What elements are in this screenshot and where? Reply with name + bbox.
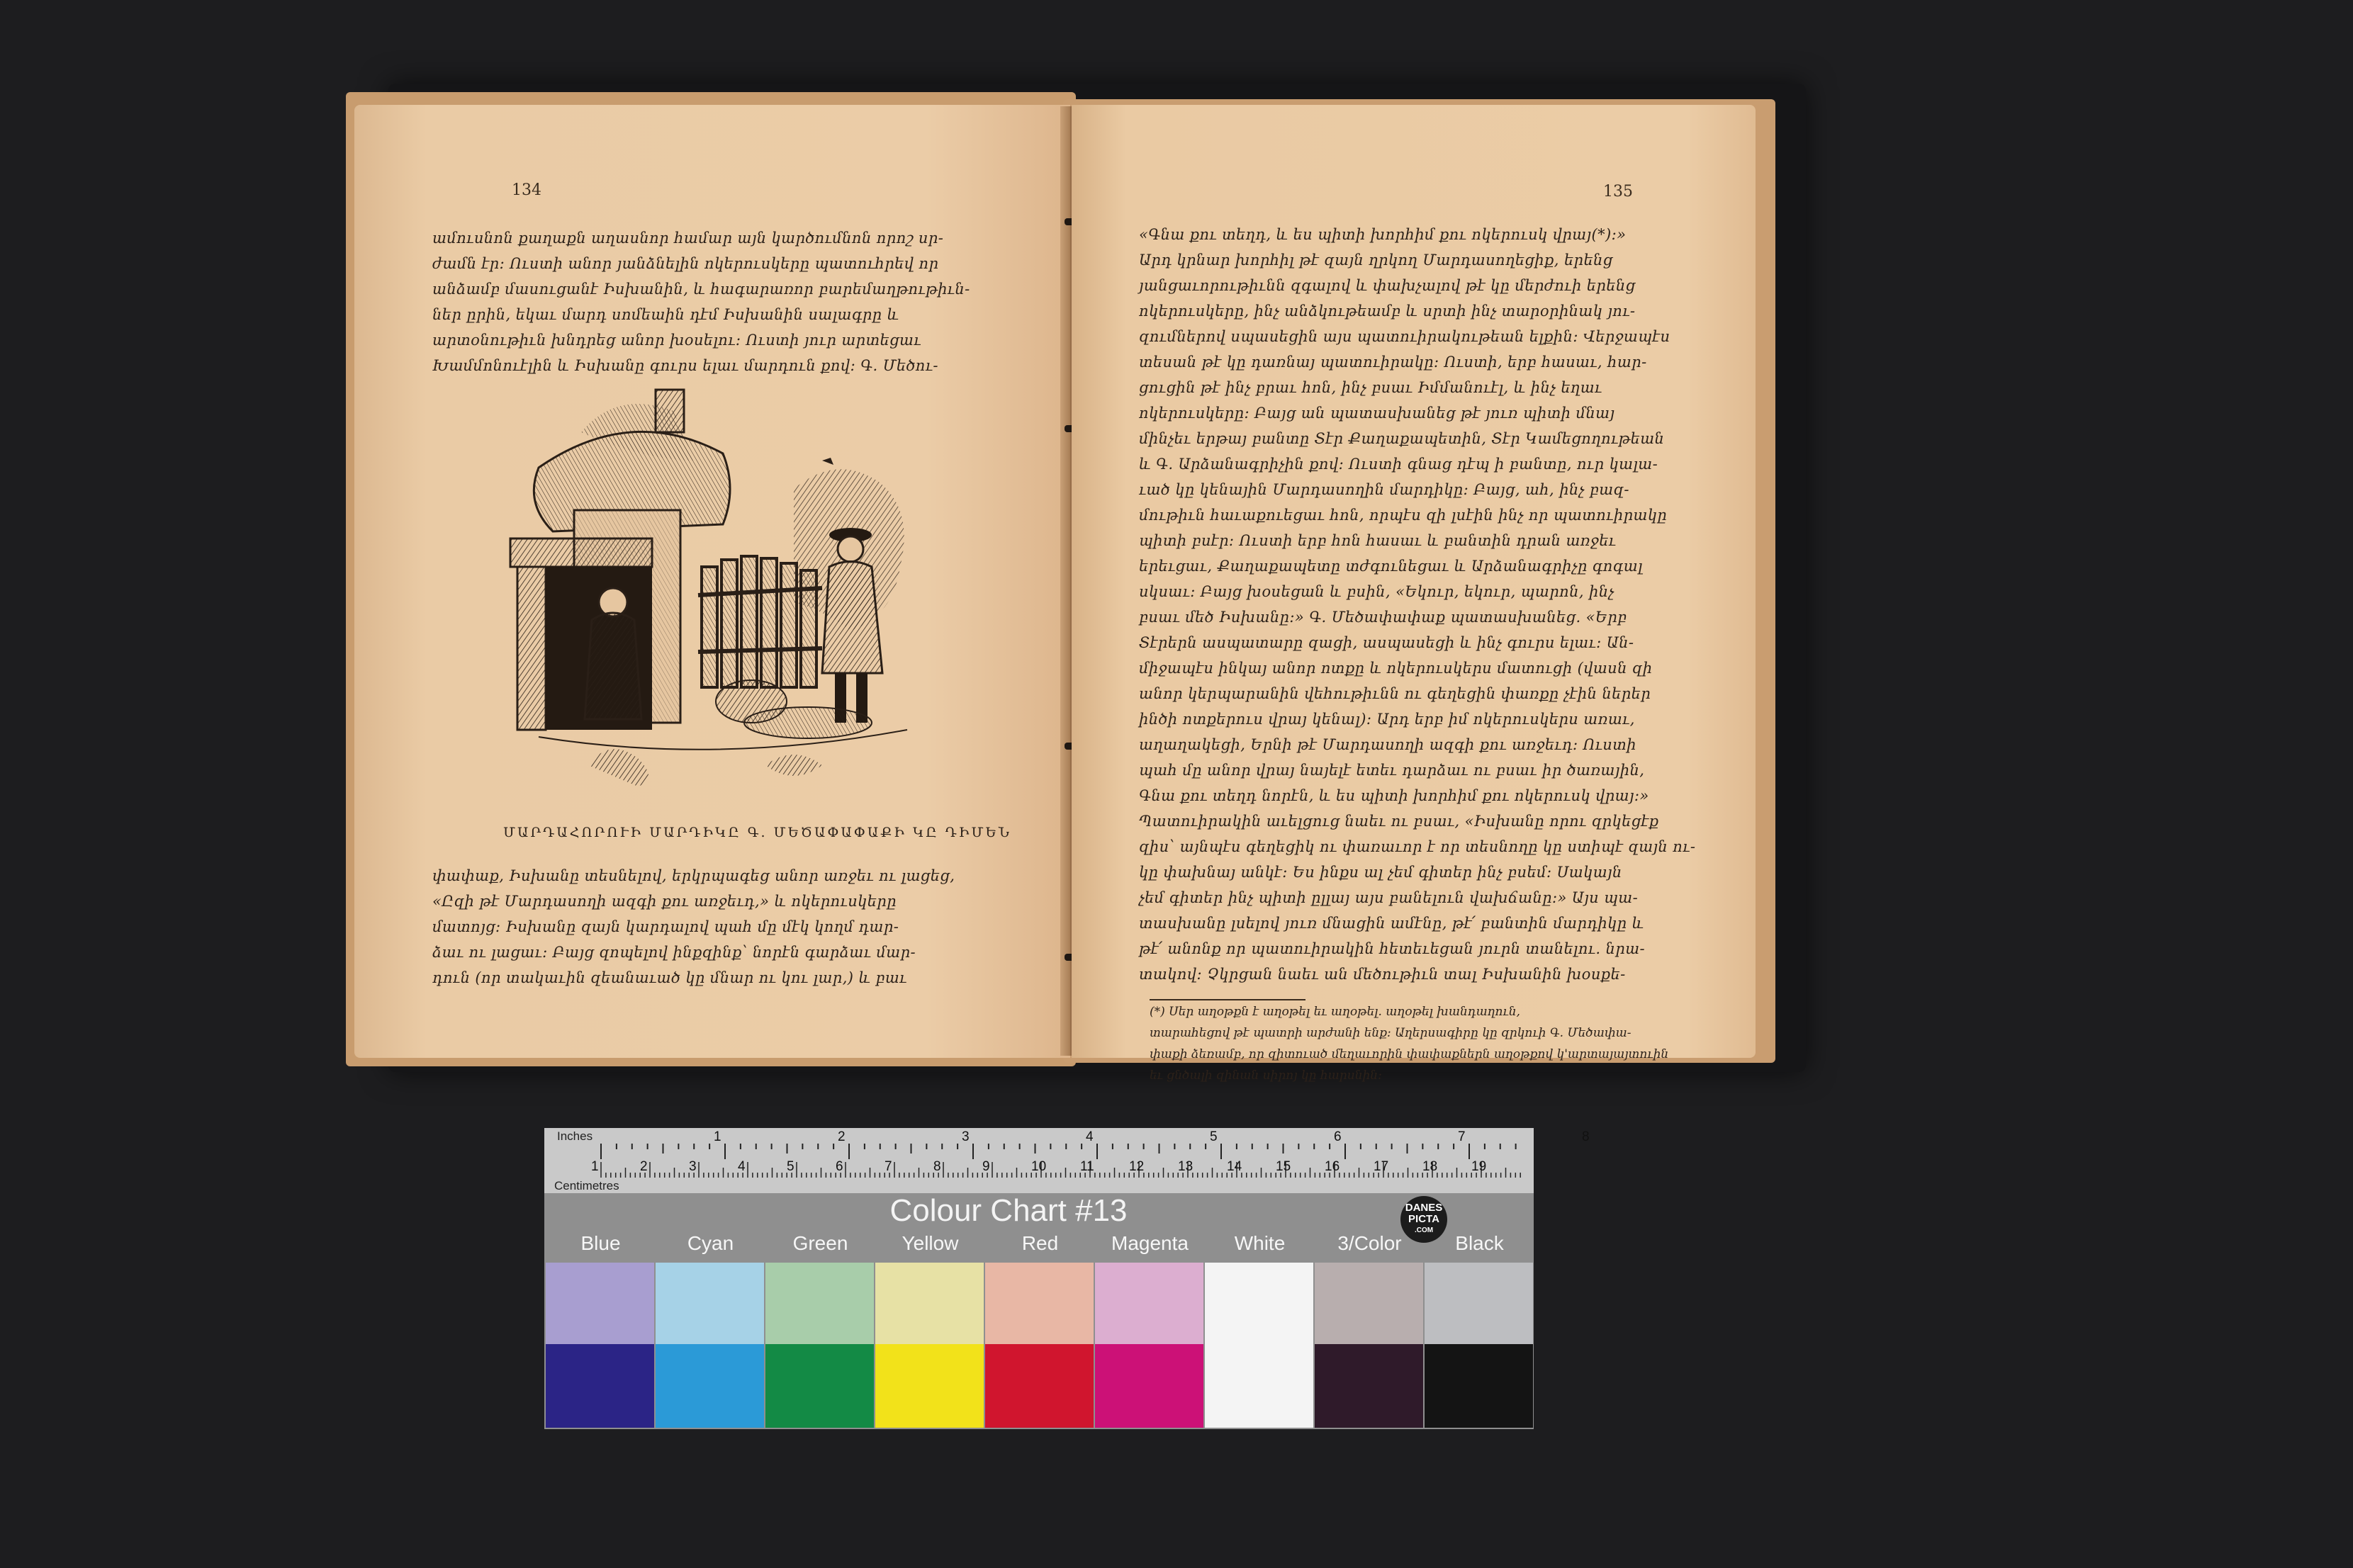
text-line: ւած կը կենային Մարդասողին մարդիկը։ Բայց, ահ, ինչ բազ-	[1139, 481, 1629, 498]
inch-number: 1	[714, 1129, 721, 1144]
colour-chart-card	[544, 1128, 1590, 1429]
text-line: տակով։ Չկրցան նաեւ ան մեծութիւն տալ Իսխանին խօսքե-	[1139, 966, 1626, 983]
centimetre-number: 10	[1031, 1159, 1047, 1174]
text-line: թէ՛ անոնք որ պատուիրակին հետեւեցան յուրն տանելու. նրա-	[1139, 940, 1646, 957]
centimetre-number: 12	[1129, 1159, 1145, 1174]
centimetre-number: 19	[1471, 1159, 1487, 1174]
text-line: Խամմոնուէլին և Իսխանը գուրս ելաւ մարդուն քով։ Գ. Մեծու-	[432, 357, 938, 374]
footnote	[1150, 1001, 1709, 1086]
colour-chart-title: Colour Chart #13	[889, 1193, 1128, 1228]
centimetres-label: Centimetres	[554, 1179, 619, 1192]
text-line: «Ըզի թէ Մարդասողի ազգի քու առջեւդ,» և ոկերուսկերը	[432, 893, 897, 910]
text-line: ոկերուսկերը։ Բայց ան պատասխանեց թէ յուռ պիտի մնայ	[1139, 405, 1615, 422]
right-page	[1072, 105, 1756, 1083]
centimetre-number: 9	[982, 1159, 990, 1174]
logo-line: .COM	[1414, 1226, 1434, 1234]
swatch-light	[765, 1263, 874, 1344]
text-line: ձաւ ու լացաւ։ Բայց զոպելով ինքզինք՝ նորէն գարձաւ մար-	[432, 944, 916, 961]
text-line: անձամբ մասուցանէ Իսխանին, և հագարառոր բարեմաղթութիւն-	[432, 281, 970, 298]
text-line: Տէրերն ասպատարը զացի, ասպասեցի և ինչ գուրս ելաւ։ Ան-	[1139, 634, 1634, 651]
swatch-dark	[546, 1344, 654, 1428]
centimetre-number: 4	[738, 1159, 746, 1174]
footnote-line: (*) Սեր աղօթքն է աղօթել եւ աղօթել. աղօթել խանդաղուն,	[1150, 1005, 1520, 1019]
text-line: յանցաւորութիւնն զգալով և փախչալով թէ կը մերժուի երենց	[1139, 277, 1636, 294]
text-line: ամուսնոն քաղաքն աղասնոր համար այն կարծումնոն որոշ սր-	[432, 230, 944, 247]
text-line: Գնա քու տեղդ նորէն, և ես պիտի խորհիմ քու ոկերուսկ վրայ։»	[1139, 787, 1649, 804]
text-line: երեւցաւ, Քաղաքապետը տժգունեցաւ և Արձանագրիչը գոգալ	[1139, 558, 1643, 575]
footnote-line: տարահեցով թէ պատրի արժանի ենք: Աղերսագիրը կը զրկուի Գ. Մեծափա-	[1150, 1026, 1632, 1040]
centimetre-number: 2	[640, 1159, 648, 1174]
inch-number: 7	[1458, 1129, 1466, 1144]
swatch-label: Green	[792, 1232, 848, 1254]
centimetre-number: 15	[1276, 1159, 1291, 1174]
footnote-line: փաքի ձեռամբ, որ զիտուած մեղաւորին փափաքներն աղօթքով կ'արտայայտուին	[1150, 1047, 1669, 1061]
text-line: աղաղակեցի, Երնի թէ Մարդասողի ազգի քու առջեւդ։ Ուստի	[1139, 736, 1636, 753]
swatch-dark	[656, 1344, 764, 1428]
centimetre-number: 8	[933, 1159, 941, 1174]
footnote-rule	[1150, 999, 1305, 1000]
swatch-label: Blue	[580, 1232, 621, 1254]
centimetre-number: 5	[787, 1159, 794, 1174]
text-line: մատոյց։ Իսխանը զայն կարդալով պահ մը մէկ կողմ դար-	[432, 918, 899, 935]
centimetre-number: 11	[1080, 1159, 1094, 1174]
text-line: փափաք, Իսխանը տեսնելով, երկրպագեց անոր առջեւ ու լացեց,	[432, 867, 955, 884]
swatch-light	[1425, 1263, 1533, 1344]
engraving-illustration	[496, 368, 936, 808]
text-line: ինծի ոտքերուս վրայ կենալ)։ Արդ երբ իմ ոկերուսկերս առաւ,	[1139, 711, 1635, 728]
text-line: բսաւ մեծ Իսխանը։» Գ. Մեծափափաք պատասխանեց. «Երբ	[1139, 609, 1627, 626]
swatch-dark	[765, 1344, 874, 1428]
centimetre-number: 6	[836, 1159, 843, 1174]
text-line: պահ մը անոր վրայ նայելէ ետեւ դարձաւ ու բսաւ իր ծառային,	[1139, 762, 1645, 779]
page-number-left: 134	[512, 181, 541, 199]
swatch-label: Red	[1021, 1232, 1059, 1254]
inch-number: 8	[1582, 1129, 1590, 1144]
swatch-label: Yellow	[902, 1232, 959, 1254]
swatch-light	[546, 1263, 654, 1344]
text-line: միջապէս ինկայ անոր ոտքը և ոկերուսկերս մատուցի (վասն զի	[1139, 660, 1653, 677]
swatch-label: Black	[1455, 1232, 1504, 1254]
inch-number: 6	[1334, 1129, 1342, 1144]
swatch-dark	[1095, 1344, 1203, 1428]
text-line: Պատուիրակին աւելցուց նաեւ ու բսաւ, «Իսխանը որու զրկեցէք	[1139, 813, 1659, 830]
inch-number: 2	[838, 1129, 846, 1144]
text-line: չեմ գիտեր ինչ պիտի ըլլայ այս բանելուն վախճանը։» Այս պա-	[1139, 889, 1639, 906]
text-line: զիս՝ այնպէս գեղեցիկ ու փառաւոր է որ տեսնողը կը ստիպէ զայն ու-	[1139, 838, 1696, 855]
centimetre-number: 7	[885, 1159, 892, 1174]
text-line: մութիւն հաւաքուեցաւ հոն, որպէս զի լսէին ինչ որ պատուիրակը	[1139, 507, 1668, 524]
swatch-light	[985, 1263, 1094, 1344]
text-line: ժամն էր։ Ուստի անոր յանձնելին ոկերուսկերը պատուհրեվ որ	[432, 255, 939, 272]
text-line: ոկերուսկերը, ինչ անձկութեամբ և սրտի ինչ տարօրինակ յու-	[1139, 303, 1636, 320]
text-line: սկսաւ։ Բայց խօսեցան և բսին, «Եկուր, եկուր, պարոն, ինչ	[1139, 583, 1614, 600]
right-page-text	[1139, 222, 1699, 987]
left-page	[354, 105, 1070, 1058]
swatch-light	[1315, 1263, 1423, 1344]
text-line: կը փախնայ անկէ։ Ես ինքս ալ չեմ գիտեր ինչ բսեմ։ Սակայն	[1139, 864, 1622, 881]
text-line: և Գ. Արձանագրիչին քով։ Ուստի գնաց դէպ ի բանտը, ուր կալա-	[1139, 456, 1658, 473]
logo-line: DANES	[1405, 1202, 1443, 1214]
swatch-light	[1205, 1263, 1313, 1344]
text-line: պիտի բսէր։ Ուստի երբ հոն հասաւ և բանտին դրան առջեւ	[1139, 532, 1617, 549]
text-line: մինչեւ երթայ բանտը Տէր Քաղաքապետին, Տէր Կամեցողութեան	[1139, 430, 1665, 447]
logo-line: PICTA	[1408, 1213, 1439, 1225]
swatch-dark	[1425, 1344, 1533, 1428]
left-page-text-bottom	[432, 863, 971, 991]
left-page-text-top	[432, 225, 971, 378]
swatch-label: Magenta	[1111, 1232, 1189, 1254]
inches-label: Inches	[557, 1129, 593, 1143]
swatch-dark	[1205, 1344, 1313, 1428]
text-line: դուն (որ տակաւին զեանաւած կը մնար ու կու լար,) և բաւ	[432, 969, 907, 986]
centimetre-number: 18	[1422, 1159, 1438, 1174]
centimetre-number: 1	[591, 1159, 599, 1174]
text-line: արտօնութիւն խնդրեց անոր խօսելու։ Ուստի յուր արտեցաւ	[432, 332, 921, 349]
swatch-dark	[1315, 1344, 1423, 1428]
centimetre-number: 14	[1227, 1159, 1242, 1174]
text-line: անոր կերպարանին վեհութիւնն ու գեղեցին փառքը չէին ներեր	[1139, 685, 1651, 702]
text-line: զումներով սպասեցին այս պատուիրակութեան ելքին։ Վերջապէս	[1139, 328, 1670, 345]
text-line: ներ ըրին, եկաւ մարդ սոմեաին դէմ Իսխանին սալագրը և	[432, 306, 899, 323]
footnote-line: եւ ցնծալի զինան սիրոյ կը հարսնին:	[1150, 1068, 1382, 1083]
illustration-caption: ՄԱՐԴԱՀՈՐՈՒԻ ՄԱՐԴԻԿԸ Գ. ՄԵԾԱՓԱՓԱՔԻ ԿԸ ԴԻՄԵՆ	[503, 825, 1011, 840]
swatch-label: Cyan	[687, 1232, 734, 1254]
swatch-dark	[985, 1344, 1094, 1428]
text-line: տասխանը լսելով յուռ մնացին ամէնը, թէ՛ բանտին մարդիկը և	[1139, 915, 1644, 932]
page-number-right: 135	[1603, 183, 1633, 201]
text-line: «Գնա քու տեղդ, և ես պիտի խորհիմ քու ոկերուսկ վրայ(*)։»	[1139, 226, 1627, 243]
swatch-light	[656, 1263, 764, 1344]
centimetre-number: 17	[1374, 1159, 1389, 1174]
text-line: Արդ կրնար խորհիլ թէ զայն ղրկող Մարդասողեցիք, երենց	[1139, 252, 1613, 269]
swatch-label: 3/Color	[1337, 1232, 1402, 1254]
text-line: ցուցին թէ ինչ բրաւ հոն, ինչ բսաւ Իմմանուէլ, և ինչ եղաւ	[1139, 379, 1602, 396]
swatch-label: White	[1234, 1232, 1286, 1254]
inch-number: 3	[962, 1129, 970, 1144]
measurement-ruler	[544, 1128, 1590, 1193]
centimetre-number: 3	[689, 1159, 697, 1174]
inch-number: 5	[1210, 1129, 1218, 1144]
inch-number: 4	[1086, 1129, 1094, 1144]
centimetre-number: 16	[1325, 1159, 1340, 1174]
swatch-dark	[875, 1344, 984, 1428]
swatch-light	[875, 1263, 984, 1344]
text-line: տեսան թէ կը դառնայ պատուիրակը։ Ուստի, երբ հասաւ, հար-	[1139, 354, 1647, 371]
swatch-light	[1095, 1263, 1203, 1344]
centimetre-number: 13	[1178, 1159, 1194, 1174]
